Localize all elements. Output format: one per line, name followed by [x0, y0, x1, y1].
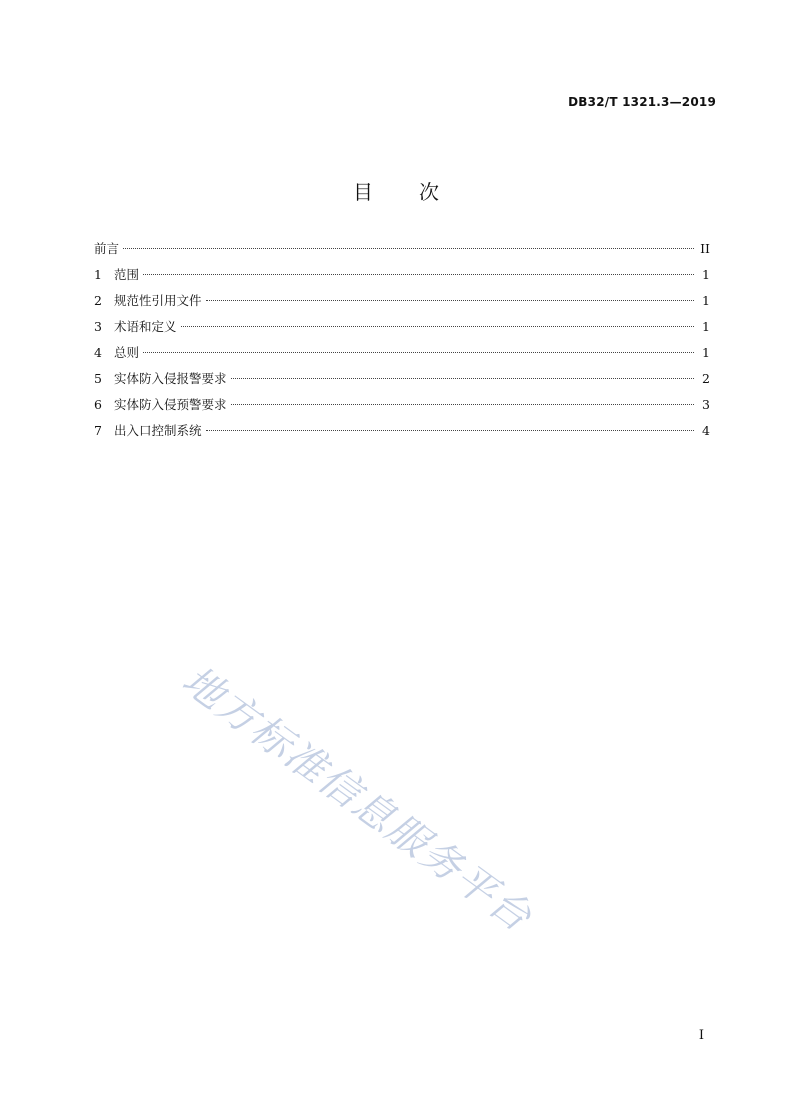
toc-entry-label: 范围: [114, 267, 140, 282]
toc-entry-6[interactable]: [94, 392, 710, 418]
toc-entry-1[interactable]: [94, 262, 710, 288]
toc-entry-2[interactable]: [94, 288, 710, 314]
toc-title-right: 次: [419, 180, 439, 204]
toc-entry-number: 2: [94, 293, 102, 308]
toc-entry-foreword[interactable]: [94, 236, 710, 262]
toc-entry-page: 1: [702, 345, 710, 360]
toc-title-left: 目: [353, 180, 373, 204]
toc-entry-label: 术语和定义: [114, 319, 177, 334]
toc-entry-page: 3: [702, 397, 710, 412]
toc-entry-number: 1: [94, 267, 102, 282]
toc-leader: [231, 378, 694, 379]
toc-entry-number: 4: [94, 345, 102, 360]
toc-entry-page: 4: [702, 423, 710, 438]
toc-leader: [143, 352, 694, 353]
page-number: I: [698, 1028, 704, 1043]
toc-entry-page: 1: [702, 293, 710, 308]
toc-entry-number: 5: [94, 371, 102, 386]
toc-entry-4[interactable]: [94, 340, 710, 366]
toc-entry-page: II: [700, 241, 710, 256]
toc-entry-page: 2: [702, 371, 710, 386]
toc-entry-7[interactable]: [94, 418, 710, 444]
toc-leader: [231, 404, 694, 405]
toc-entry-label: 实体防入侵预警要求: [114, 397, 227, 412]
toc-entry-number: 6: [94, 397, 102, 412]
toc-leader: [181, 326, 694, 327]
toc-entry-page: 1: [702, 319, 710, 334]
toc-leader: [206, 430, 694, 431]
toc-leader: [143, 274, 694, 275]
toc-leader: [123, 248, 694, 249]
toc-leader: [206, 300, 694, 301]
toc-entry-label: 规范性引用文件: [114, 293, 202, 308]
toc-entry-label: 出入口控制系统: [114, 423, 202, 438]
toc-entry-label: 总则: [114, 345, 140, 360]
toc-entry-label: 实体防入侵报警要求: [114, 371, 227, 386]
toc-entry-3[interactable]: [94, 314, 710, 340]
toc-entry-number: 3: [94, 319, 102, 334]
table-of-contents: [94, 236, 710, 444]
toc-entry-label: 前言: [94, 241, 120, 256]
toc-entry-page: 1: [702, 267, 710, 282]
toc-title: [0, 176, 792, 205]
toc-entry-5[interactable]: [94, 366, 710, 392]
toc-entry-number: 7: [94, 423, 102, 438]
standard-code: DB32/T 1321.3—2019: [568, 95, 716, 109]
watermark: 地方标准信息服务平台: [173, 657, 541, 942]
